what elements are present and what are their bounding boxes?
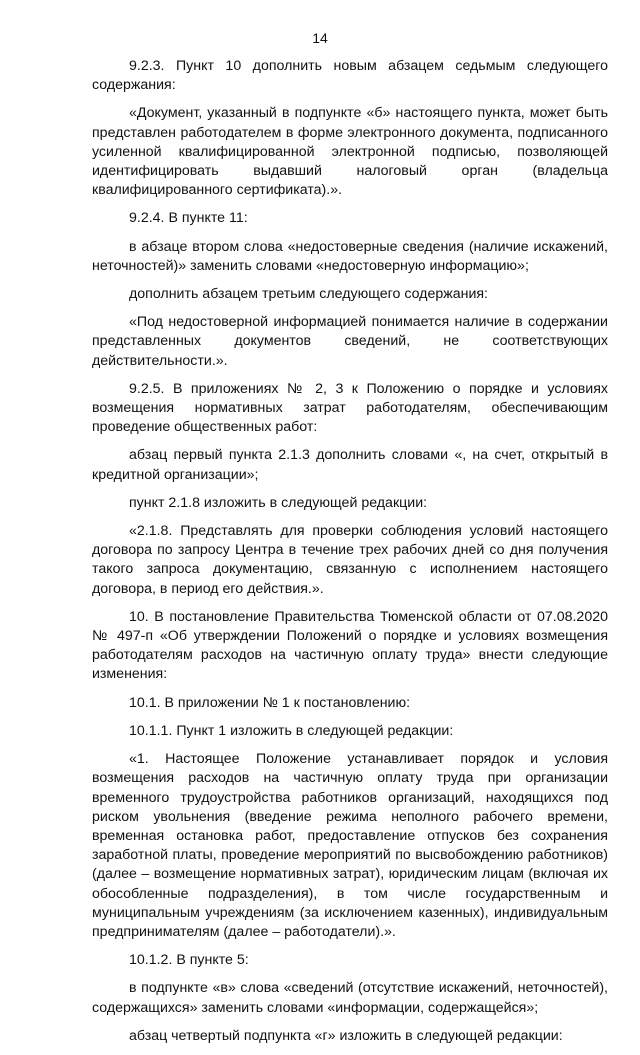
paragraph: 9.2.4. В пункте 11: bbox=[129, 210, 248, 227]
paragraph: в подпункте «в» слова «сведений (отсутствие искажений, неточностей), содержащихся» заменить словами «информации, содержащейся»; bbox=[92, 980, 608, 1016]
paragraph: «1. Настоящее Положение устанавливает порядок и условия возмещения расходов на частичную оплату труда при организации временного трудоустройства работников организаций, находящихся под риском увольнения (введение режима неполного рабочего времени, временная остановка работ, предоставление отпусков без сохранения заработной платы, проведение мероприятий по высвобождению работников) (далее – возмещение нормативных затрат), юридическим лицам (включая их обособленные подразделения), в том числе государственным и муниципальным учреждениям (за исключением казенных), индивидуальным предпринимателям (далее – работодатели).». bbox=[92, 751, 608, 940]
paragraph: абзац четвертый подпункта «г» изложить в следующей редакции: bbox=[129, 1027, 563, 1044]
paragraph: «2.1.8. Представлять для проверки соблюдения условий настоящего договора по запросу Центра в течение трех рабочих дней со дня получения такого запроса документацию, связанную с исполнением настоящего договора, в период его действия.». bbox=[92, 523, 608, 597]
paragraph: «Документ, указанный в подпункте «б» настоящего пункта, может быть представлен работодателем в форме электронного документа, подписанного усиленной квалифицированной электронной подписью, позволяющей идентифицировать выдавший налоговый орган (владельца квалифицированного сертификата).». bbox=[92, 105, 608, 199]
paragraph: 10.1. В приложении № 1 к постановлению: bbox=[129, 694, 411, 711]
paragraph: в абзаце втором слова «недостоверные сведения (наличие искажений, неточностей)» заменить словами «недостоверную информацию»; bbox=[92, 238, 608, 274]
page-number: 14 bbox=[312, 30, 328, 46]
paragraph: «Под недостоверной информацией понимается наличие в содержании представленных документов сведений, не соответствующих действительности.». bbox=[92, 314, 608, 369]
paragraph: дополнить абзацем третьим следующего содержания: bbox=[129, 286, 488, 303]
paragraph: 10. В постановление Правительства Тюменской области от 07.08.2020 № 497-п «Об утверждении Положений о порядке и условиях возмещения работодателям расходов на частичную оплату труда» внести следующие изменения: bbox=[92, 608, 608, 683]
paragraph: пункт 2.1.8 изложить в следующей редакции: bbox=[129, 494, 428, 511]
paragraph: 10.1.1. Пункт 1 изложить в следующей редакции: bbox=[129, 722, 454, 739]
paragraph: 9.2.5. В приложениях № 2, 3 к Положению о порядке и условиях возмещения нормативных затрат работодателям, обеспечивающим проведение общественных работ: bbox=[92, 380, 608, 436]
paragraph: 9.2.3. Пункт 10 дополнить новым абзацем седьмым следующего содержания: bbox=[92, 58, 608, 94]
document-body bbox=[92, 57, 608, 1055]
paragraph: абзац первый пункта 2.1.3 дополнить словами «, на счет, открытый в кредитной организации»; bbox=[92, 447, 608, 483]
paragraph: 10.1.2. В пункте 5: bbox=[129, 952, 249, 969]
